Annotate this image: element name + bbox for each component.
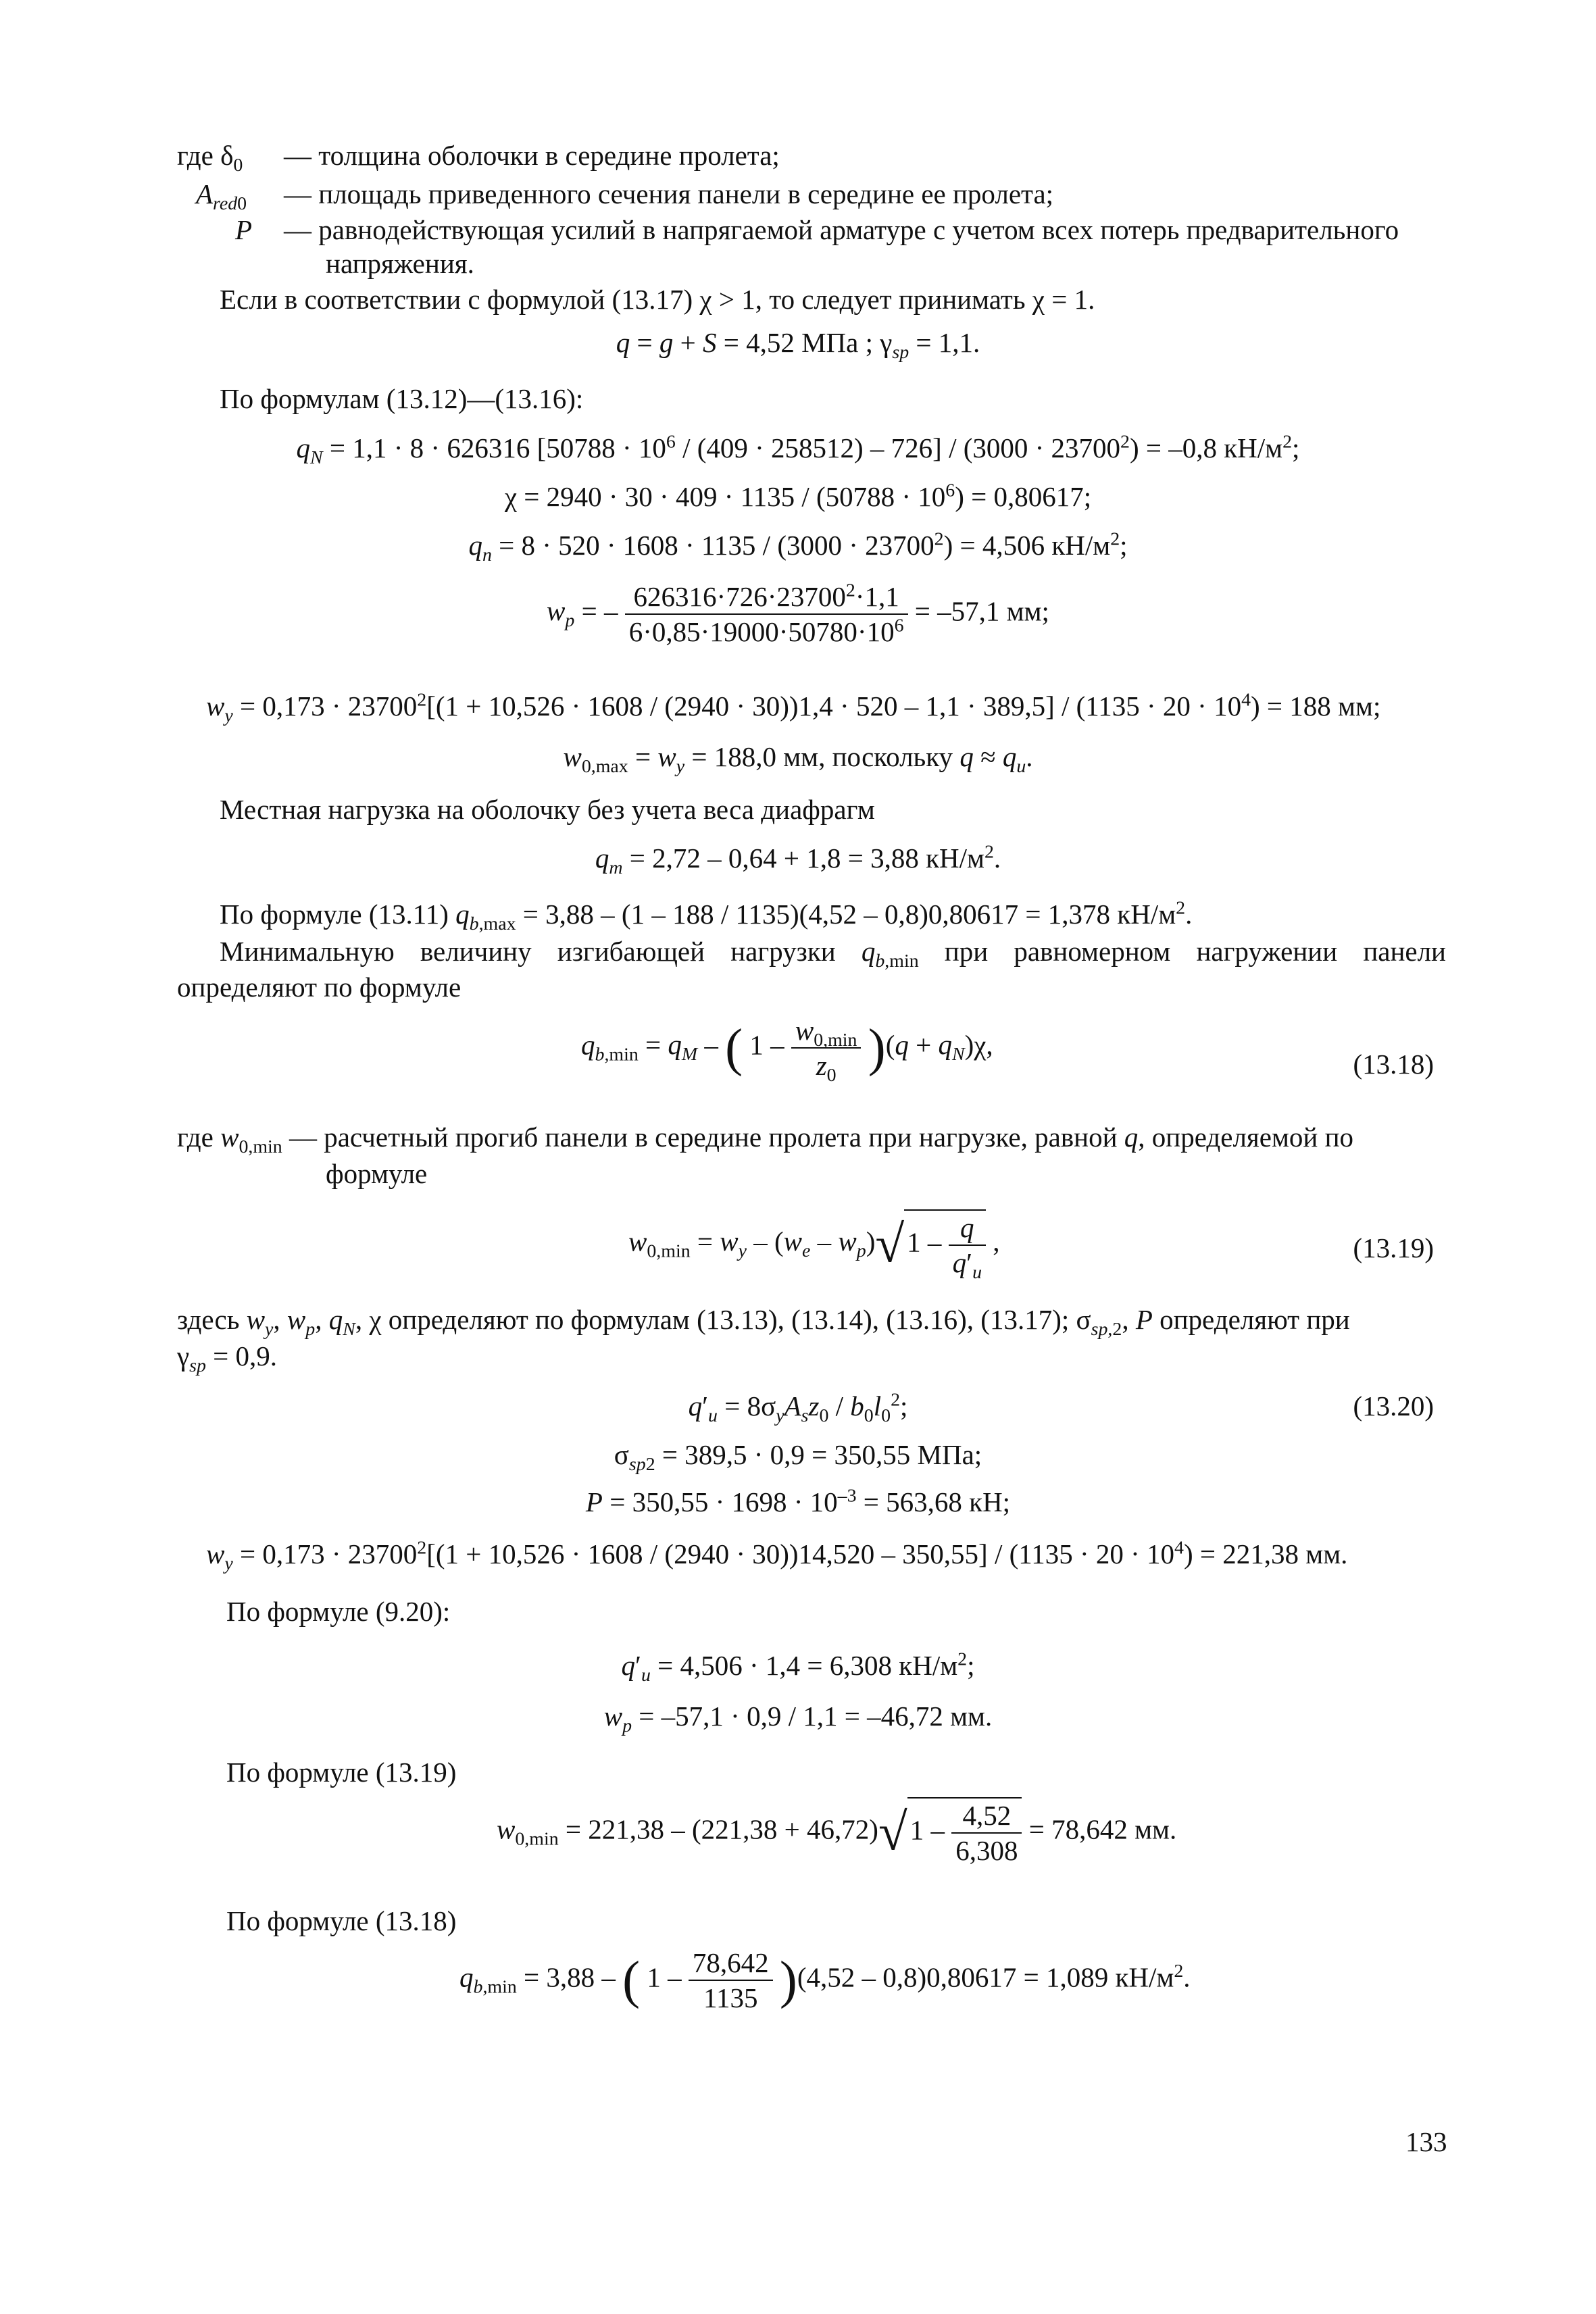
equation-wy: $w_y = 0,173 \cdot 23700^2[(1 + 10,526 \cdot 1608 / (2940 \cdot 30))1,4 \cdot 520 - 1,1 \cdot 389,5] / (1135 \cdot 20 \cdot 10^4) = 188$ мм; xyxy=(206,689,1381,727)
formula-13-18: $q_{b,min} = q_M$ – ( 1 – $\frac{w_{0,min}}{z_0}$ )$(q + q_N)\chi$, xyxy=(581,1015,993,1086)
equation-w0max: $w_{0,max} = w_y = 188,0$ мм, поскольку $q \approx q_u$. xyxy=(563,741,1033,778)
equation-qn: $q_n = 8 \cdot 520 \cdot 1608 \cdot 1135 / (3000 \cdot 23700^2) = 4,506$ $кН/м^2$; xyxy=(468,528,1128,566)
equation-qN: $q_N = 1,1 \cdot 8 \cdot 626316$ $[50788 \cdot 10^6 / (409 \cdot 258512) - 726] / (3000 \cdot 23700^2) = -0,8$ $кН/м^2$; xyxy=(296,431,1300,469)
equation-wp: $w_p$ = – $\frac{626316\cdot 726\cdot 23700^2\cdot 1,1}{6\cdot 0,85\cdot 19000\cdot 50780\cdot 10^6}$ = –57,1 мм; xyxy=(0,580,1596,649)
equation-wy2: $w_y = 0,173 \cdot 23700^2[(1 + 10,526 \cdot 1608 / (2940 \cdot 30))14,520 - 350,55] / (1135 \cdot 20 \cdot 10^4) = 221,38$ мм. xyxy=(206,1537,1348,1575)
equation-w0min-value: $w_{0,min} = 221,38 - (221,38 + 46,72)√1$ – $\frac{4,52}{6,308}$ = 78,642 мм. xyxy=(497,1797,1176,1867)
paragraph-where-a: здесь $w_y$, $w_p$, $q_N$, χ определяют по формулам (13.13), (13.14), (13.16), (13.17); $\sigma_{sp,2}$, P определяют при xyxy=(177,1304,1350,1340)
equation-wp-value: $w_p = -57,1 \cdot 0,9 / 1,1 = -46,72$ мм. xyxy=(603,1701,993,1737)
paragraph-where-b: $\gamma_{sp} = 0,9$. xyxy=(177,1340,278,1377)
wp-numerator: $626316\cdot 726\cdot 23700^2\cdot 1,1$ xyxy=(625,580,908,615)
paragraph-w0min-def-b: формуле xyxy=(326,1158,428,1189)
def-sym-p: P xyxy=(235,214,253,245)
wp-result: = –57,1 мм; xyxy=(914,595,1049,627)
paragraph-min-load-a: Минимальную величину изгибающей нагрузки $q_{b,min}$ при равномерном нагружении панели xyxy=(220,936,1446,972)
def-text-delta: — толщина оболочки в середине пролета; xyxy=(284,140,780,171)
paragraph-min-load-b: определяют по формуле xyxy=(177,972,462,1003)
qb-fraction: $\frac{78,642}{1135}$ xyxy=(689,1946,773,2015)
paragraph-w0min-def-a: где $w_{0,min}$ — расчетный прогиб панели в середине пролета при нагрузке, равной q, определяемой по xyxy=(177,1122,1354,1158)
equation-P: $P = 350,55 \cdot 1698 \cdot 10^{-3} = 563,68$ кН; xyxy=(585,1485,1011,1517)
def-text-p-cont: напряжения. xyxy=(326,248,474,279)
paragraph-formulas-13-12: По формулам (13.12)—(13.16): xyxy=(220,383,584,414)
def-sym-ared: $A_{red0}$ xyxy=(196,178,247,215)
equation-chi: $\chi = 2940 \cdot 30 \cdot 409 \cdot 1135 / (50788 \cdot 10^6) = 0,80617$; xyxy=(504,480,1092,512)
paragraph-local-load: Местная нагрузка на оболочку без учета веса диафрагм xyxy=(220,794,875,825)
paragraph-qbmax: По формуле (13.11) $q_{b,max} = 3,88 - (1 - 188 / 1135)(4,52 - 0,8)0,80617 = 1,378$ $кН/м^2$. xyxy=(220,897,1193,935)
equation-qu-formula: $q'_u = 8\sigma_yA_sz_0 / b_0l_0^2$; xyxy=(688,1389,908,1427)
f1318-fraction: $\frac{w_{0,min}}{z_0}$ xyxy=(791,1013,862,1082)
paragraph-formula-13-18: По формуле (13.18) xyxy=(226,1905,457,1936)
paragraph-formula-13-19: По формуле (13.19) xyxy=(226,1757,457,1788)
equation-q: q = g + S = 4,52 МПа ; $\gamma_{sp} = 1,1$. xyxy=(616,327,980,363)
equation-number-13-18: (13.18) xyxy=(1353,1049,1434,1080)
paragraph-formula-9-20: По формуле (9.20): xyxy=(226,1596,451,1627)
equation-qm: $q_m = 2,72 - 0,64 + 1,8 = 3,88$ $кН/м^2$. xyxy=(595,841,1001,879)
def-text-ared: — площадь приведенного сечения панели в середине ее пролета; xyxy=(284,178,1054,209)
equation-number-13-19: (13.19) xyxy=(1353,1232,1434,1263)
def-text-p: — равнодействующая усилий в напрягаемой арматуре с учетом всех потерь предварительного xyxy=(284,214,1399,245)
wp-denominator: $6\cdot 0,85\cdot 19000\cdot 50780\cdot 10^6$ xyxy=(628,615,904,648)
equation-qbmin-value: $q_{b,min} = 3,88$ – ( 1 – $\frac{78,642}{1135}$ )(4,52 – 0,8)0,80617 = 1,089 $кН/м^2$. xyxy=(459,1946,1191,2015)
def-sym-delta: где $\delta_0$ xyxy=(177,140,243,176)
equation-sigma-sp2: $\sigma_{sp2} = 389,5 \cdot 0,9 = 350,55$ МПа; xyxy=(614,1439,982,1476)
paragraph-chi-rule: Если в соответствии с формулой (13.17) χ > 1, то следует принимать χ = 1. xyxy=(220,284,1095,315)
page-number: 133 xyxy=(1405,2126,1447,2157)
f1319-fraction: $\frac{q}{q'_u}$ xyxy=(949,1211,986,1280)
formula-13-19: $w_{0,min} = w_y - (w_e - w_p)√1$ – $\frac{q}{q'_u}$ , xyxy=(628,1209,1000,1280)
equation-qu-value: $q'_u = 4,506 \cdot 1,4 = 6,308$ $кН/м^2$; xyxy=(621,1649,975,1686)
equation-number-13-20: (13.20) xyxy=(1353,1390,1434,1422)
w0-fraction: $\frac{4,52}{6,308}$ xyxy=(951,1799,1022,1867)
wp-fraction xyxy=(625,580,908,649)
